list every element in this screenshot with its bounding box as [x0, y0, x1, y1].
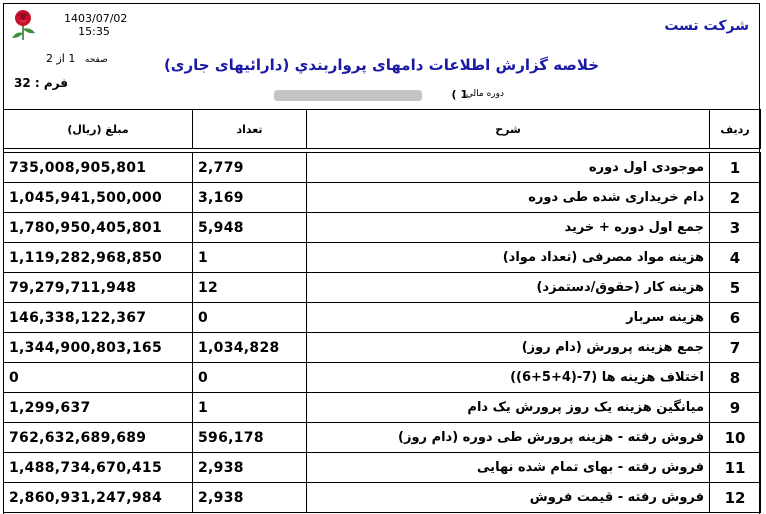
cell-desc: دام خریداری شده طی دوره — [307, 183, 710, 213]
report-time: 15:35 — [78, 25, 110, 38]
cell-radif: 5 — [710, 273, 761, 303]
cell-count: 3,169 — [193, 183, 307, 213]
col-header-desc: شرح — [307, 110, 710, 149]
cell-count: 0 — [193, 303, 307, 333]
cell-amount: 762,632,689,689 — [4, 423, 193, 453]
cell-count: 2,779 — [193, 153, 307, 183]
cell-desc: فروش رفته - بهای تمام شده نهایی — [307, 453, 710, 483]
table-row — [4, 303, 761, 333]
period-value: 1 ) — [451, 88, 468, 101]
cell-radif: 9 — [710, 393, 761, 423]
cell-desc: جمع اول دوره + خرید — [307, 213, 710, 243]
table-header-row — [4, 110, 761, 149]
cell-desc: جمع هزینه پرورش (دام روز) — [307, 333, 710, 363]
cell-desc: فروش رفته - هزینه پرورش طی دوره (دام روز) — [307, 423, 710, 453]
redacted-bar — [274, 90, 422, 101]
period-label: دوره مالي — [465, 89, 504, 99]
cell-amount: 1,045,941,500,000 — [4, 183, 193, 213]
cell-amount: 1,344,900,803,165 — [4, 333, 193, 363]
cell-radif: 3 — [710, 213, 761, 243]
form-label: فرم : — [34, 76, 68, 90]
cell-count: 2,938 — [193, 483, 307, 513]
cell-count: 0 — [193, 363, 307, 393]
cell-amount: 1,780,950,405,801 — [4, 213, 193, 243]
cell-count: 1 — [193, 243, 307, 273]
form-value: 32 — [14, 76, 31, 90]
cell-amount: 79,279,711,948 — [4, 273, 193, 303]
cell-radif: 2 — [710, 183, 761, 213]
report-title: خلاصه گزارش اطلاعات دامهای پرواربندي (دارائیهای جاری) — [163, 56, 600, 74]
cell-desc: فروش رفته - قیمت فروش — [307, 483, 710, 513]
report-date: 1403/07/02 — [64, 12, 128, 25]
cell-radif: 1 — [710, 153, 761, 183]
fiscal-period — [274, 88, 504, 102]
table-row — [4, 183, 761, 213]
cell-desc: هزینه مواد مصرفی (تعداد مواد) — [307, 243, 710, 273]
cell-count: 2,938 — [193, 453, 307, 483]
cell-radif: 8 — [710, 363, 761, 393]
cell-desc: هزینه کار (حقوق/دستمزد) — [307, 273, 710, 303]
col-header-radif: ردیف — [710, 110, 761, 149]
table-row — [4, 273, 761, 303]
page-label: صفحه — [84, 55, 108, 65]
table-row — [4, 153, 761, 183]
table-row — [4, 213, 761, 243]
table-row — [4, 393, 761, 423]
cell-amount: 735,008,905,801 — [4, 153, 193, 183]
cell-radif: 7 — [710, 333, 761, 363]
page-value: 1 از 2 — [46, 52, 76, 65]
cell-amount: 1,488,734,670,415 — [4, 453, 193, 483]
table-row — [4, 483, 761, 513]
cell-count: 1 — [193, 393, 307, 423]
report-datetime — [64, 12, 128, 38]
cell-radif: 12 — [710, 483, 761, 513]
cell-amount: 2,860,931,247,984 — [4, 483, 193, 513]
cell-desc: موجودی اول دوره — [307, 153, 710, 183]
cell-desc: میانگین هزینه یک روز پرورش یک دام — [307, 393, 710, 423]
cell-desc: هزینه سربار — [307, 303, 710, 333]
company-name: شرکت تست — [664, 18, 749, 34]
cell-amount: 1,119,282,968,850 — [4, 243, 193, 273]
report-table — [3, 109, 761, 513]
cell-radif: 4 — [710, 243, 761, 273]
cell-count: 1,034,828 — [193, 333, 307, 363]
cell-count: 12 — [193, 273, 307, 303]
cell-amount: 1,299,637 — [4, 393, 193, 423]
cell-desc: اختلاف هزینه ها (7-(4+5+6)) — [307, 363, 710, 393]
rose-icon — [8, 9, 38, 41]
table-row — [4, 363, 761, 393]
table-row — [4, 453, 761, 483]
table-row — [4, 243, 761, 273]
cell-count: 5,948 — [193, 213, 307, 243]
cell-amount: 0 — [4, 363, 193, 393]
cell-radif: 6 — [710, 303, 761, 333]
cell-amount: 146,338,122,367 — [4, 303, 193, 333]
table-row — [4, 423, 761, 453]
cell-radif: 10 — [710, 423, 761, 453]
col-header-count: تعداد — [193, 110, 307, 149]
cell-radif: 11 — [710, 453, 761, 483]
cell-count: 596,178 — [193, 423, 307, 453]
col-header-amount: مبلغ (ریال) — [4, 110, 193, 149]
form-number — [14, 76, 68, 90]
table-row — [4, 333, 761, 363]
